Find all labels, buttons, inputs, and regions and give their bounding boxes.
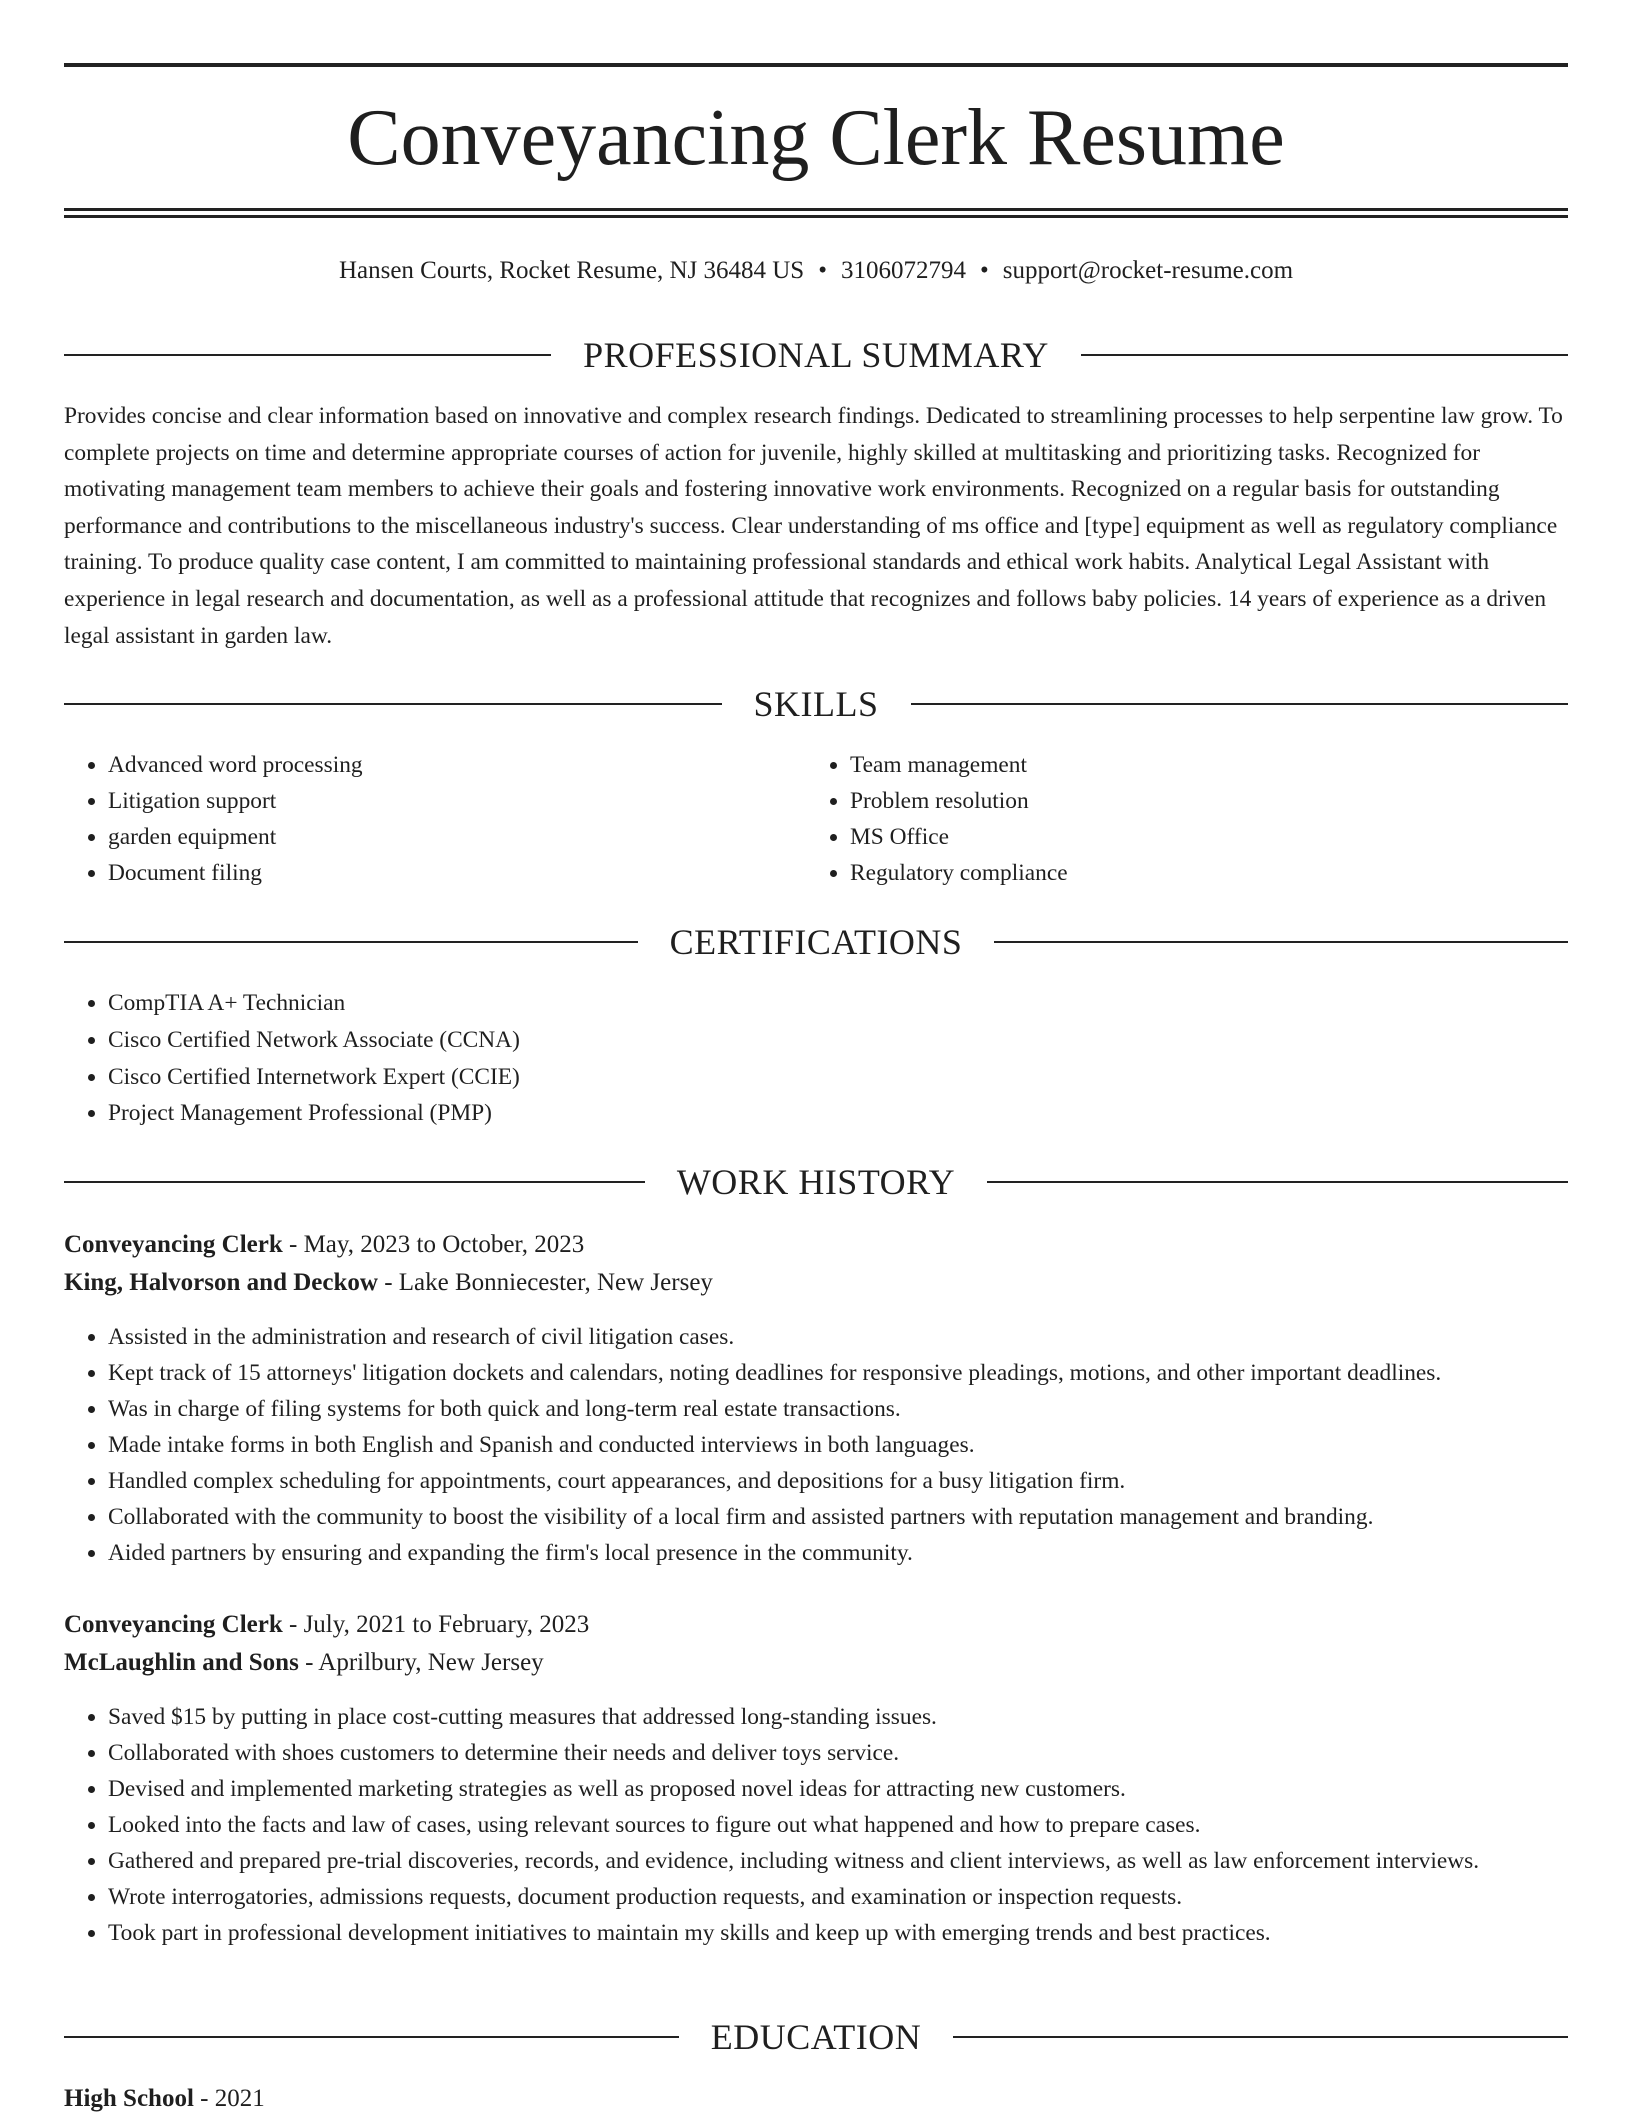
- education-degree: High School: [64, 2085, 194, 2112]
- job-company: McLaughlin and Sons: [64, 1649, 299, 1676]
- list-item: • Devised and implemented marketing strategies as well as proposed novel ideas for attracting new customers.: [108, 1771, 1568, 1807]
- section-heading-label: SKILLS: [753, 684, 879, 724]
- job-bullets: [64, 1699, 1568, 1951]
- heading-rule: [911, 703, 1569, 705]
- job-location: - Aprilbury, New Jersey: [298, 1649, 544, 1676]
- title-double-rule: [64, 208, 1568, 218]
- list-item: • Regulatory compliance: [850, 855, 1546, 891]
- education-year: - 2021: [193, 2085, 265, 2112]
- list-item: • Assisted in the administration and research of civil litigation cases.: [108, 1319, 1568, 1355]
- certifications-list: [64, 985, 1568, 1132]
- heading-rule: [64, 941, 638, 943]
- list-item: • Aided partners by ensuring and expanding the firm's local presence in the community.: [108, 1535, 1568, 1571]
- job-title-line: [64, 1226, 1568, 1264]
- section-heading-work-history: [64, 1160, 1568, 1204]
- heading-rule: [953, 2036, 1568, 2038]
- skills-list-left: [64, 747, 804, 891]
- heading-rule: [64, 2036, 679, 2038]
- list-item: • Kept track of 15 attorneys' litigation dockets and calendars, noting deadlines for responsive pleadings, motions, and other important deadlines.: [108, 1355, 1568, 1391]
- heading-rule: [64, 1181, 645, 1183]
- job-dates: - May, 2023 to October, 2023: [282, 1231, 585, 1258]
- list-item: • Cisco Certified Internetwork Expert (CCIE): [108, 1059, 1568, 1096]
- job-company-line: [64, 1644, 1568, 1682]
- certifications-block: [64, 985, 1568, 1132]
- skills-list-right: [806, 747, 1546, 891]
- contact-separator: •: [979, 257, 989, 284]
- list-item: • Collaborated with the community to boost the visibility of a local firm and assisted partners with reputation management and branding.: [108, 1499, 1568, 1535]
- list-item: • Looked into the facts and law of cases, using relevant sources to figure out what happened and how to prepare cases.: [108, 1807, 1568, 1843]
- list-item: • Took part in professional development initiatives to maintain my skills and keep up with emerging trends and best practices.: [108, 1915, 1568, 1951]
- list-item: • Collaborated with shoes customers to determine their needs and deliver toys service.: [108, 1735, 1568, 1771]
- job-dates: - July, 2021 to February, 2023: [282, 1611, 590, 1638]
- list-item: • Saved $15 by putting in place cost-cutting measures that addressed long-standing issues.: [108, 1699, 1568, 1735]
- summary-text: Provides concise and clear information based on innovative and complex research findings. Dedicated to streamlining processes to help serpentine law grow. To complete projects on time and determine appropriate courses of action for juvenile, highly skilled at multitasking and prioritizing tasks. Recognized for motivating management team members to achieve their goals and fostering innovative work environments. Recognized on a regular basis for outstanding performance and contributions to the miscellaneous industry's success. Clear understanding of ms office and [type] equipment as well as regulatory compliance training. To produce quality case content, I am committed to maintaining professional standards and ethical work habits. Analytical Legal Assistant with experience in legal research and documentation, as well as a professional attitude that recognizes and follows baby policies. 14 years of experience as a driven legal assistant in garden law.: [64, 403, 1563, 649]
- list-item: • Litigation support: [108, 783, 804, 819]
- job-location: - Lake Bonniecester, New Jersey: [377, 1269, 713, 1296]
- section-heading-education: [64, 2015, 1568, 2059]
- contact-separator: •: [818, 257, 827, 284]
- job-bullets-block: [64, 1319, 1568, 1571]
- list-item: • garden equipment: [108, 819, 804, 855]
- list-item: • Project Management Professional (PMP): [108, 1095, 1568, 1132]
- top-rule: [64, 63, 1568, 67]
- list-item: • MS Office: [850, 819, 1546, 855]
- list-item: • Made intake forms in both English and Spanish and conducted interviews in both languages.: [108, 1427, 1568, 1463]
- list-item: • Gathered and prepared pre-trial discoveries, records, and evidence, including witness and client interviews, as well as law enforcement interviews.: [108, 1843, 1568, 1879]
- heading-rule: [987, 1181, 1568, 1183]
- contact-address: Hansen Courts, Rocket Resume, NJ 36484 US: [338, 257, 805, 284]
- skills-column-right: [806, 747, 1546, 891]
- list-item: • Wrote interrogatories, admissions requests, document production requests, and examination or inspection requests.: [108, 1879, 1568, 1915]
- section-heading-label: CERTIFICATIONS: [669, 922, 963, 962]
- job-title: Conveyancing Clerk: [64, 1231, 283, 1258]
- contact-line: [64, 254, 1568, 288]
- heading-rule: [994, 941, 1568, 943]
- section-heading-certifications: [64, 920, 1568, 964]
- heading-rule: [64, 703, 722, 705]
- list-item: • Advanced word processing: [108, 747, 804, 783]
- resume-title: Conveyancing Clerk Resume: [347, 94, 1285, 182]
- list-item: • Document filing: [108, 855, 804, 891]
- skills-column-left: [64, 747, 804, 891]
- contact-email: support@rocket-resume.com: [1002, 257, 1294, 284]
- heading-rule: [64, 354, 551, 356]
- job-title: Conveyancing Clerk: [64, 1611, 283, 1638]
- list-item: • Handled complex scheduling for appointments, court appearances, and depositions for a busy litigation firm.: [108, 1463, 1568, 1499]
- list-item: • Problem resolution: [850, 783, 1546, 819]
- job-company: King, Halvorson and Deckow: [64, 1269, 378, 1296]
- section-heading-label: WORK HISTORY: [676, 1162, 956, 1202]
- list-item: • Team management: [850, 747, 1546, 783]
- job-bullets: [64, 1319, 1568, 1571]
- job-company-line: [64, 1264, 1568, 1302]
- list-item: • Was in charge of filing systems for both quick and long-term real estate transactions.: [108, 1391, 1568, 1427]
- job-title-line: [64, 1606, 1568, 1644]
- list-item: • Cisco Certified Network Associate (CCNA): [108, 1022, 1568, 1059]
- section-heading-skills: [64, 682, 1568, 726]
- education-line: [64, 2080, 1568, 2118]
- section-heading-summary: [64, 333, 1568, 377]
- section-heading-label: EDUCATION: [710, 2017, 922, 2057]
- heading-rule: [1081, 354, 1568, 356]
- section-heading-label: PROFESSIONAL SUMMARY: [583, 335, 1049, 375]
- contact-phone: 3106072794: [840, 257, 966, 284]
- job-bullets-block: [64, 1699, 1568, 1951]
- list-item: • CompTIA A+ Technician: [108, 985, 1568, 1022]
